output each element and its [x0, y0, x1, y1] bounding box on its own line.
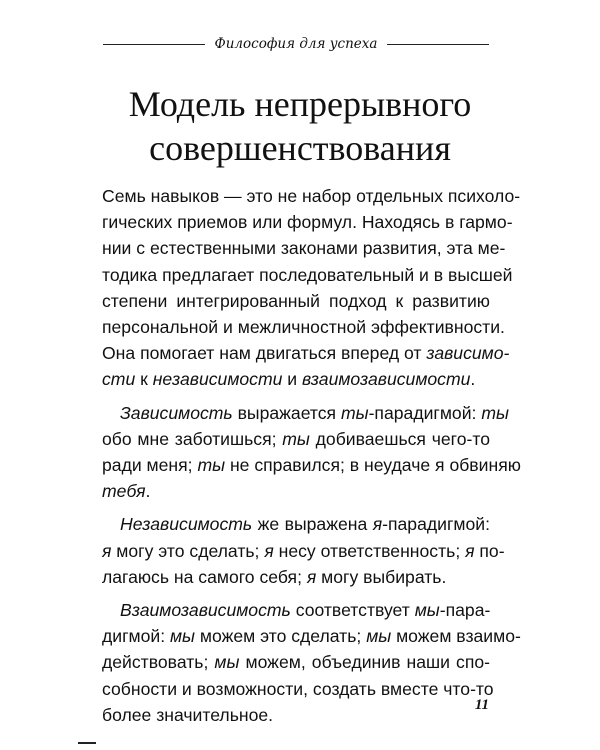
- text-run: по-: [474, 540, 505, 561]
- text-line: [102, 426, 490, 452]
- text-run: несу ответственность;: [273, 540, 466, 561]
- italic-term: ты: [282, 428, 310, 449]
- text-run: персональной и межличностной эффективности.: [102, 317, 505, 338]
- italic-term: Взаимозависимость: [120, 600, 291, 621]
- text-line: [102, 288, 490, 314]
- body-text: [102, 183, 521, 735]
- text-run: не справился; в неудаче я обвиняю: [225, 455, 521, 476]
- text-run: -пара-: [439, 600, 491, 621]
- running-header: [103, 34, 489, 54]
- text-run: тодика предлагает последовательный и в высшей: [102, 264, 513, 285]
- italic-term: сти: [102, 369, 136, 390]
- italic-term: я: [264, 540, 274, 561]
- italic-term: взаимозависимости: [302, 369, 471, 390]
- text-line: [102, 676, 494, 702]
- text-run: можем взаимо-: [391, 626, 521, 647]
- italic-term: мы: [414, 600, 440, 621]
- text-line: [102, 538, 505, 564]
- paragraph: [102, 597, 521, 728]
- text-run: к: [135, 369, 153, 390]
- running-title: Философия для успеха: [214, 36, 378, 52]
- italic-term: мы: [366, 626, 392, 647]
- italic-term: мы: [214, 652, 240, 673]
- text-line: [102, 314, 505, 340]
- text-line: [102, 511, 490, 537]
- text-run: выражается: [232, 402, 341, 423]
- text-line: [102, 400, 509, 426]
- text-run: соответствует: [290, 600, 415, 621]
- text-run: можем, объединив наши спо-: [239, 652, 490, 673]
- text-run: нии с естественными законами развития, эта ме-: [102, 238, 506, 259]
- paragraph: [102, 511, 505, 590]
- text-run: более значительное.: [102, 704, 274, 725]
- text-run: ради меня;: [102, 455, 198, 476]
- text-run: собности и возможности, создать вместе что-то: [102, 678, 494, 699]
- page-number: 11: [474, 697, 489, 713]
- text-run: можем это сделать;: [195, 626, 367, 647]
- italic-term: ты: [340, 402, 369, 423]
- text-run: же выражена: [252, 514, 373, 535]
- text-line: [102, 235, 506, 261]
- italic-term: ты: [481, 402, 509, 423]
- italic-term: Независимость: [120, 514, 253, 535]
- text-run: действовать;: [102, 652, 215, 673]
- text-run: Она помогает нам двигаться вперед от: [102, 343, 427, 364]
- corner-mark: [78, 742, 96, 744]
- text-run: .: [470, 369, 476, 390]
- text-run: степени интегрированный подход к развитию: [102, 290, 490, 311]
- text-line: [102, 478, 490, 504]
- text-line: [102, 209, 513, 235]
- text-run: гических приемов или формул. Находясь в гармо-: [102, 212, 513, 233]
- italic-term: мы: [170, 626, 196, 647]
- text-run: обо мне заботишься;: [102, 428, 283, 449]
- chapter-title-line-2: совершенствования: [149, 128, 451, 168]
- text-line: [102, 564, 490, 590]
- text-line: [102, 262, 513, 288]
- paragraph: [102, 400, 521, 505]
- text-line: [102, 452, 521, 478]
- text-line: [102, 649, 490, 675]
- text-run: дигмой:: [102, 626, 170, 647]
- italic-term: ты: [197, 455, 226, 476]
- text-run: и: [282, 369, 303, 390]
- text-run: Семь навыков — это не набор отдельных психоло-: [102, 186, 521, 206]
- italic-term: я: [465, 540, 475, 561]
- chapter-title-line-1: Модель непрерывного: [128, 84, 472, 124]
- paragraph: [102, 183, 521, 393]
- text-run: -парадигмой:: [382, 514, 490, 535]
- italic-term: независимости: [152, 369, 283, 390]
- text-run: .: [145, 481, 151, 502]
- text-run: -парадигмой:: [368, 402, 482, 423]
- italic-term: я: [102, 540, 112, 561]
- text-line: [102, 340, 510, 366]
- text-line: [102, 623, 521, 649]
- header-rule-right: [387, 44, 489, 45]
- italic-term: зависимо-: [426, 343, 510, 364]
- italic-term: тебя: [102, 481, 146, 502]
- italic-term: Зависимость: [120, 402, 233, 423]
- header-rule-left: [103, 44, 205, 45]
- text-line: [102, 183, 521, 209]
- chapter-title: [70, 82, 530, 170]
- italic-term: я: [306, 566, 317, 587]
- text-line: [102, 702, 490, 728]
- text-run: лагаюсь на самого себя;: [102, 566, 307, 587]
- italic-term: я: [372, 514, 383, 535]
- text-run: могу это сделать;: [111, 540, 265, 561]
- text-line: [102, 366, 490, 392]
- text-run: добиваешься чего-то: [309, 428, 490, 449]
- text-run: могу выбирать.: [316, 566, 447, 587]
- text-line: [102, 597, 490, 623]
